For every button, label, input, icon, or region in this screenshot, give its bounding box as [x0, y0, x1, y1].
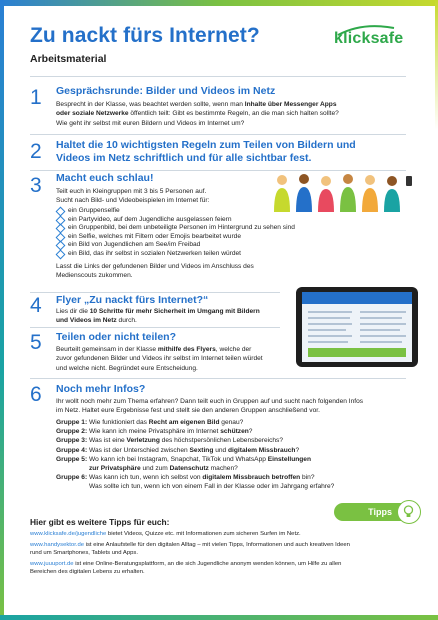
lightbulb-glyph-icon: [398, 501, 419, 522]
tipp-text: bietet Videos, Quizze etc. mit Informationen zum sicheren Surfen im Netz.: [106, 531, 301, 537]
top-gradient-bar: [0, 0, 438, 6]
section-heading: Noch mehr Infos?: [56, 383, 146, 395]
section-number: 5: [30, 331, 42, 354]
list-item-text: ein Gruppenbild, bei dem unbeteiligte Personen im Hintergrund zu sehen sind: [68, 224, 295, 232]
text-run: des höchstpersönlichen Lebensbereichs?: [159, 437, 284, 445]
section-body: [56, 397, 421, 416]
list-item: [56, 250, 356, 259]
group-text: [89, 455, 396, 464]
group-label: [56, 482, 89, 491]
tipps-label: Tipps: [334, 503, 402, 521]
text-run: öffentlich teilt: Gibt es bestimmte Regeln, an die man sich halten sollte?: [128, 110, 339, 118]
group-row: [56, 482, 396, 491]
text-line: Medienscouts zukommen.: [56, 272, 133, 280]
tipp-text: rund um Smartphones, Tablets und Apps.: [30, 550, 138, 556]
text-run-bold: und Videos im Netz: [56, 317, 117, 325]
text-run: , welche der: [215, 346, 252, 353]
text-run-bold: oder soziale Netzwerke: [56, 110, 129, 118]
section-heading: Macht euch schlau!: [56, 172, 154, 184]
tipp-entry: [30, 541, 402, 557]
group-label: Gruppe 4:: [56, 446, 88, 454]
diamond-bullet-icon: [56, 250, 66, 260]
section-number: 3: [30, 174, 42, 197]
list-item-text: ein Gruppenselfie: [68, 207, 120, 214]
lightbulb-icon: [397, 500, 421, 524]
list-item: [56, 216, 356, 225]
text-run: Beurteilt gemeinsam in der Klasse: [56, 346, 158, 353]
text-run: genau?: [219, 419, 244, 426]
group-text: [89, 464, 396, 473]
text-run: Besprecht in der Klasse, was beachtet werden sollte, wenn man: [56, 101, 245, 108]
text-line: zuvor gefundenen Bilder und Videos ihr selbst im Internet teilen würdet: [56, 355, 263, 363]
klicksafe-logo: [334, 30, 412, 52]
text-run-bold: Verletzung: [126, 437, 160, 445]
list-item-text: ein Partyvideo, auf dem Jugendliche ausgelassen feiern: [68, 215, 232, 223]
tipp-entry: [30, 530, 402, 538]
text-run-bold: schützen: [220, 428, 249, 436]
section-heading: Teilen oder nicht teilen?: [56, 331, 176, 343]
group-label: Gruppe 3:: [56, 437, 88, 445]
text-run: ?: [248, 428, 253, 436]
section-body: [56, 345, 301, 373]
list-item-text: ein Selfie, welches mit Filtern oder Emojis bearbeitet wurde: [68, 232, 241, 240]
bottom-gradient-bar: [0, 615, 438, 620]
text-run-bold: Recht am eigenen Bild: [148, 419, 220, 426]
text-run: Was kann ich tun, wenn ich selbst von: [89, 474, 203, 482]
group-row: [56, 446, 396, 455]
section-heading: Gesprächsrunde: Bilder und Videos im Netz: [56, 85, 276, 97]
list-item: [56, 224, 356, 233]
text-run: Wo kann ich bei Instagram, Snapchat, TikTok und WhatsApp: [89, 455, 268, 463]
text-run: bin?: [300, 474, 315, 482]
group-row: [56, 436, 396, 445]
left-gradient-bar: [0, 0, 4, 620]
text-run-bold: Datenschutz: [169, 465, 209, 473]
text-run: Lies dir die: [56, 308, 90, 315]
text-run: Wie funktioniert das: [89, 419, 149, 426]
group-label: Gruppe 1:: [56, 419, 88, 426]
text-run-bold: digitalem Missbrauch betroffen: [202, 474, 301, 482]
section-body: [56, 307, 296, 326]
tablet-flyer-illustration: [296, 287, 418, 367]
text-line: und welche nicht. Begründet eure Entscheidung.: [56, 364, 198, 372]
text-run: Was sollte ich tun, wenn ich von einem Fall in der Klasse oder im Jahrgang erfahre?: [89, 483, 335, 491]
group-label: [56, 464, 89, 473]
section-body: [56, 100, 416, 128]
text-run-bold: digitalem Missbrauch: [228, 446, 296, 454]
section-number: 6: [30, 383, 42, 406]
group-row: [56, 464, 396, 473]
tipp-link[interactable]: www.handysektor.de: [30, 542, 85, 548]
group-row: [56, 473, 396, 482]
divider: [30, 378, 406, 379]
tipp-link[interactable]: www.klicksafe.de/jugendliche: [30, 531, 107, 537]
people-illustration: [268, 172, 418, 212]
group-row: [56, 418, 396, 427]
group-label: Gruppe 2:: [56, 428, 88, 436]
tipp-entry: [30, 560, 402, 576]
section-heading: Flyer „Zu nackt fürs Internet?“: [56, 294, 209, 306]
text-run: Was ist der Unterschied zwischen: [89, 446, 190, 454]
text-run: ?: [295, 446, 300, 454]
divider: [30, 292, 280, 293]
group-label: Gruppe 5:: [56, 455, 88, 463]
group-text: [89, 446, 396, 455]
text-line: Sucht nach Bild- und Videobeispielen im Internet für:: [56, 197, 210, 205]
divider: [30, 76, 406, 77]
text-run-bold: mithilfe des Flyers: [157, 346, 216, 353]
heading-line: Videos im Netz schriftlich und für alle sichtbar fest.: [56, 152, 312, 164]
tipps-heading: Hier gibt es weitere Tipps für euch:: [30, 517, 170, 527]
group-label: Gruppe 6:: [56, 474, 88, 482]
list-item-text: ein Bild von Jugendlichen am See/im Freibad: [68, 241, 201, 249]
text-run-bold: Einstellungen: [267, 455, 311, 463]
text-run: machen?: [208, 465, 238, 473]
text-line: Wie geht ihr selbst mit euren Bildern und Videos im Internet um?: [56, 119, 245, 127]
section-number: 2: [30, 140, 42, 163]
tablet-screen: [302, 292, 412, 362]
group-list: [56, 418, 396, 492]
section-number: 1: [30, 86, 42, 109]
group-text: [89, 482, 396, 491]
group-text: [89, 418, 396, 427]
text-run-bold: Inhalte über Messenger Apps: [244, 101, 337, 108]
text-run: und: [213, 446, 229, 454]
section-body: [56, 187, 296, 206]
text-run-bold: zur Privatsphäre: [89, 465, 141, 473]
text-line: Lasst die Links der gefundenen Bilder und Videos im Anschluss des: [56, 263, 254, 270]
logo-arc-icon: [334, 22, 412, 36]
heading-line: Haltet die 10 wichtigsten Regeln zum Teilen von Bildern und: [56, 139, 356, 151]
text-run: und zum: [140, 465, 170, 473]
list-item: [56, 241, 356, 250]
group-text: [89, 427, 396, 436]
text-line: im Netz. Haltet eure Ergebnisse fest und stellt sie den anderen Gruppen anschließend vor.: [56, 407, 320, 415]
tipp-text: ist eine Online-Beratungsplattform, an die sich Jugendliche anonym wenden können, um Hilfe zu allen: [73, 561, 342, 567]
list-item-text: ein Bild, das ihr selbst in sozialen Netzwerken teilen würdet: [68, 249, 241, 257]
list-item: [56, 233, 356, 242]
text-run: Was ist eine: [89, 437, 127, 445]
tipps-badge: [320, 500, 420, 524]
flyer-lines-icon: [302, 292, 412, 362]
tipp-text: ist eine Anlaufstelle für den digitalen Alltag – mit vielen Tipps, Informationen und auch kreativen Ideen: [84, 542, 350, 548]
tipp-link[interactable]: www.juuuport.de: [30, 561, 74, 567]
page-subtitle: Arbeitsmaterial: [30, 53, 107, 65]
section-heading: [56, 139, 416, 165]
text-run: Wie kann ich meine Privatsphäre im Internet: [89, 428, 221, 436]
logo-text: klicksafe: [334, 30, 404, 47]
divider: [30, 170, 406, 171]
group-row: [56, 455, 396, 464]
divider: [30, 134, 406, 135]
section-number: 4: [30, 294, 42, 317]
text-line: Teilt euch in Kleingruppen mit 3 bis 5 Personen auf.: [56, 188, 207, 195]
group-text: [89, 436, 396, 445]
section-body: [56, 262, 356, 281]
page-title: Zu nackt fürs Internet?: [30, 24, 260, 47]
text-run-bold: 10 Schritte für mehr Sicherheit im Umgang mit Bildern: [89, 308, 260, 315]
text-run-bold: Sexting: [189, 446, 214, 454]
text-line: Ihr wollt noch mehr zum Thema erfahren? Dann teilt euch in Gruppen auf und sucht nach folgenden Infos: [56, 398, 364, 405]
group-row: [56, 427, 396, 436]
tipp-text: Bereichen des digitalen Lebens zu erhalten.: [30, 569, 145, 575]
divider: [30, 327, 280, 328]
group-text: [89, 473, 396, 482]
example-list: [56, 207, 356, 259]
text-run: durch.: [116, 317, 137, 325]
